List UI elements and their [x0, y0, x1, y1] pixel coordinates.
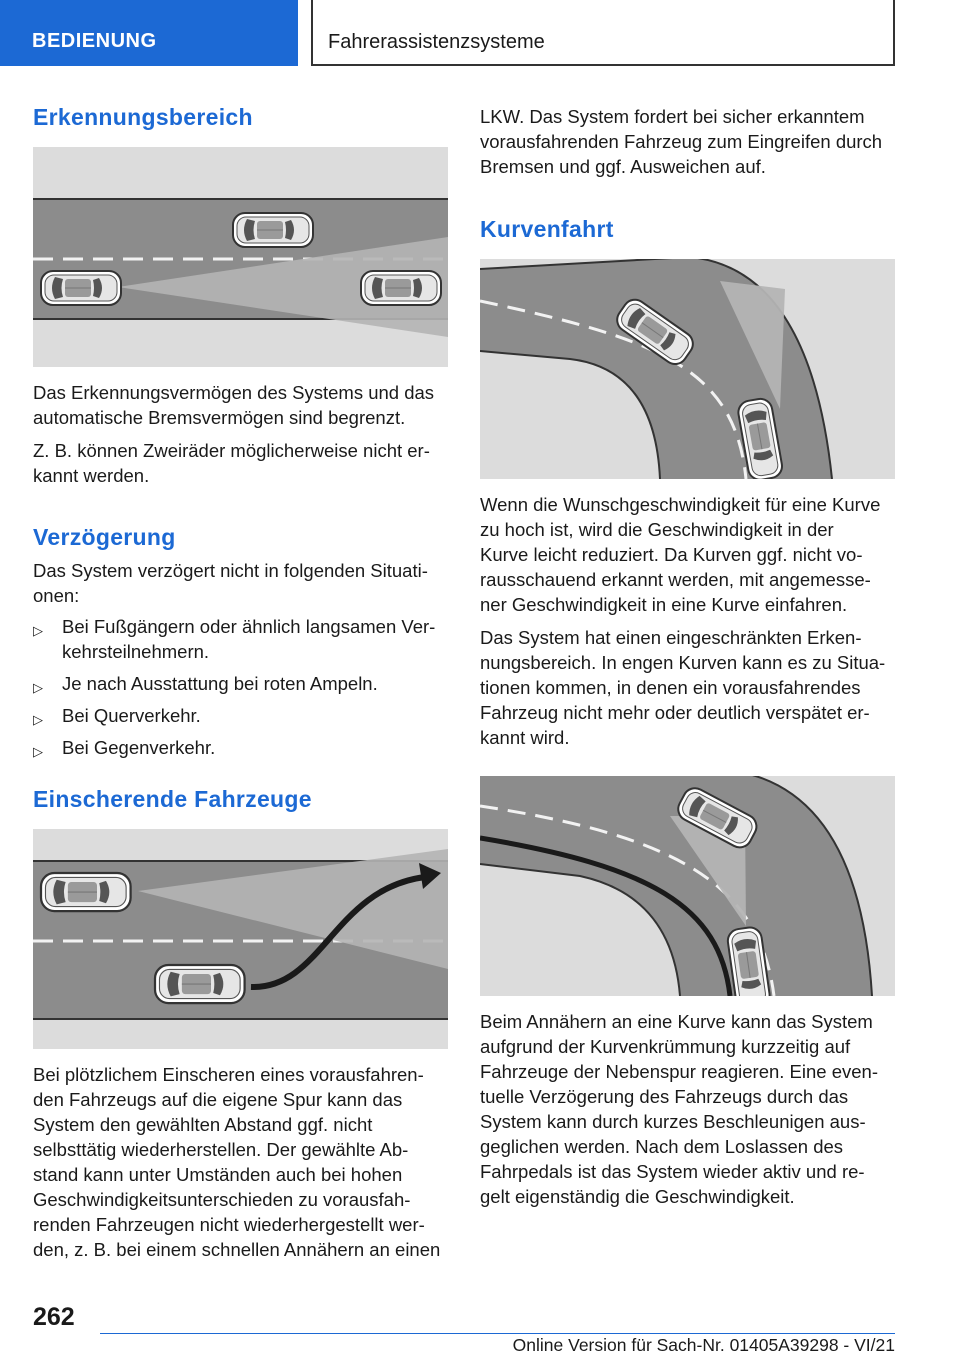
list-item [33, 703, 448, 728]
text-line: zu hoch ist, wird die Geschwindigkeit in der [480, 519, 834, 540]
text-line: Geschwindigkeitsunterschieden zu vorausfah‐ [33, 1189, 411, 1210]
page-number: 262 [33, 1303, 75, 1331]
text-line: geglichen werden. Nach dem Loslassen des [480, 1136, 844, 1157]
heading-einscherende-fahrzeuge: Einscherende Fahrzeuge [33, 786, 312, 812]
bullet-triangle-icon: ▷ [33, 623, 43, 638]
text-line: tionen kommen, in denen ein vorausfahrendes [480, 677, 861, 698]
heading-kurvenfahrt: Kurvenfahrt [480, 216, 614, 242]
text-line: Z. B. können Zweiräder möglicherweise nicht er‐ [33, 440, 430, 461]
heading-verzoegerung: Verzögerung [33, 524, 176, 550]
list-item [33, 614, 448, 664]
text-line: System den gewählten Abstand ggf. nicht [33, 1114, 373, 1135]
text-line: Kurve leicht reduziert. Da Kurven ggf. nicht vo‐ [480, 544, 863, 565]
text-line: rausschauend erkannt werden, mit angemesse‐ [480, 569, 871, 590]
text-line: ner Geschwindigkeit in eine Kurve einfahren. [480, 594, 848, 615]
list-item [33, 735, 448, 760]
text-line: selbsttätig wiederherstellen. Der gewählte Ab‐ [33, 1139, 409, 1160]
chapter-tab[interactable]: BEDIENUNG [0, 0, 298, 66]
einscherend-paragraph [33, 1062, 448, 1262]
text-line: LKW. Das System fordert bei sicher erkanntem [480, 106, 865, 127]
section-title: Fahrerassistenzsysteme [311, 0, 895, 66]
kurve-paragraph-3 [480, 1009, 895, 1209]
bullet-triangle-icon: ▷ [33, 680, 43, 695]
curve-detection-figure [480, 259, 895, 479]
text-line: kannt werden. [33, 465, 150, 486]
text-line: kehrsteilnehmern. [62, 641, 210, 662]
footer-text: Online Version für Sach-Nr. 01405A39298 - VI/21 [512, 1335, 895, 1355]
text-line: den, z. B. bei einem schnellen Annähern an einen [33, 1239, 441, 1260]
kurve-paragraph-1 [480, 492, 895, 617]
text-line: Beim Annähern an eine Kurve kann das System [480, 1011, 873, 1032]
continued-paragraph [480, 104, 895, 179]
text-line: den Fahrzeugs auf die eigene Spur kann das [33, 1089, 403, 1110]
text-line: onen: [33, 585, 80, 606]
detection-range-figure [33, 147, 448, 367]
bullet-triangle-icon: ▷ [33, 744, 43, 759]
verzoegerung-intro [33, 558, 448, 608]
text-line: aufgrund der Kurvenkrümmung kurzzeitig auf [480, 1036, 851, 1057]
text-line: Bei Fußgängern oder ähnlich langsamen Ver‐ [62, 616, 436, 637]
text-line: Das System verzögert nicht in folgenden Situati‐ [33, 560, 428, 581]
text-line: Je nach Ausstattung bei roten Ampeln. [62, 673, 378, 694]
text-line: Fahrzeuge der Nebenspur reagieren. Eine even‐ [480, 1061, 878, 1082]
list-item [33, 671, 448, 696]
text-line: tuelle Verzögerung des Fahrzeugs durch das [480, 1086, 849, 1107]
kurve-paragraph-2 [480, 625, 895, 750]
text-line: Fahrzeug nicht mehr oder deutlich verspätet er‐ [480, 702, 870, 723]
erkennung-paragraph-1 [33, 380, 448, 430]
text-line: nungsbereich. In engen Kurven kann es zu Situa‐ [480, 652, 886, 673]
text-line: gelt eigenständig die Geschwindigkeit. [480, 1186, 795, 1207]
text-line: Bei Querverkehr. [62, 705, 201, 726]
text-line: Bei Gegenverkehr. [62, 737, 216, 758]
erkennung-paragraph-2 [33, 438, 448, 488]
text-line: automatische Bremsvermögen sind begrenzt. [33, 407, 406, 428]
text-line: Das Erkennungsvermögen des Systems und das [33, 382, 435, 403]
bullet-triangle-icon: ▷ [33, 712, 43, 727]
text-line: Wenn die Wunschgeschwindigkeit für eine Kurve [480, 494, 881, 515]
text-line: Bremsen und ggf. Ausweichen auf. [480, 156, 766, 177]
text-line: vorausfahrenden Fahrzeug zum Eingreifen durch [480, 131, 883, 152]
text-line: Fahrpedals ist das System wieder aktiv und re‐ [480, 1161, 865, 1182]
verzoegerung-list [33, 614, 448, 760]
curve-adjacent-lane-figure [480, 776, 895, 996]
cut-in-vehicle-figure [33, 829, 448, 1049]
heading-erkennungsbereich: Erkennungsbereich [33, 104, 253, 130]
text-line: stand kann unter Umständen auch bei hohen [33, 1164, 403, 1185]
text-line: Das System hat einen eingeschränkten Erken‐ [480, 627, 862, 648]
text-line: System kann durch kurzes Beschleunigen aus‐ [480, 1111, 866, 1132]
text-line: Bei plötzlichem Einscheren eines vorausfahren‐ [33, 1064, 424, 1085]
text-line: renden Fahrzeugen nicht wiederhergestellt wer‐ [33, 1214, 425, 1235]
text-line: kannt wird. [480, 727, 570, 748]
